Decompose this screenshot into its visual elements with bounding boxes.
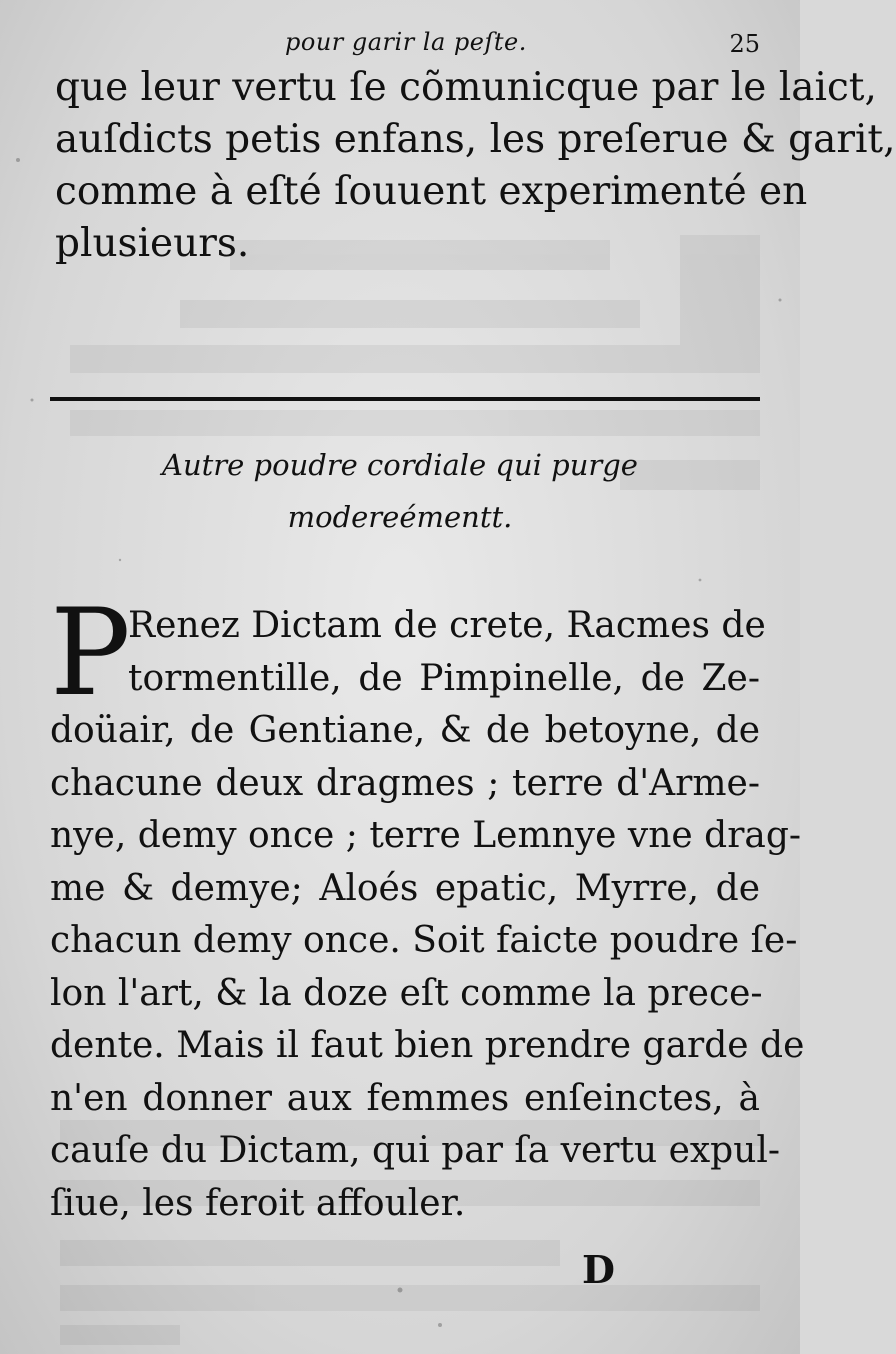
text-line: Renez Dictam de crete, Racmes de	[128, 605, 766, 646]
text-line: ſiue, les feroit affouler.	[50, 1182, 466, 1224]
text-line: chacun demy once. Soit faicte poudre ſe-	[50, 920, 798, 961]
text-line: que leur vertu ſe cõmunicque par le laict,	[55, 65, 877, 110]
text-line: n'en donner aux femmes enſeinctes, à	[50, 1077, 760, 1119]
horizontal-rule	[50, 397, 760, 401]
body-paragraph	[50, 584, 805, 1230]
text-line: plusieurs.	[55, 221, 250, 266]
running-head: pour garir la peſte.	[285, 28, 527, 56]
section-heading-line-2: modereémentt.	[287, 500, 513, 534]
text-line: doüair, de Gentiane, & de betoyne, de	[50, 710, 760, 751]
text-line: auſdicts petis enfans, les preſerue & garit,	[55, 117, 896, 162]
drop-cap: P	[50, 584, 131, 723]
text-line: lon l'art, & la doze eſt comme la prece-	[50, 972, 763, 1014]
text-line: comme à eſté ſouuent experimenté en	[55, 169, 808, 214]
text-line: tormentille, de Pimpinelle, de Ze-	[128, 657, 760, 699]
text-line: nye, demy once ; terre Lemnye vne drag-	[50, 815, 802, 856]
text-line: me & demye; Aloés epatic, Myrre, de	[50, 867, 760, 909]
top-paragraph	[55, 62, 896, 270]
catchword: D	[582, 1247, 615, 1292]
page-number: 25	[729, 30, 760, 58]
text-line: dente. Mais il faut bien prendre garde de	[50, 1025, 805, 1066]
section-heading-line-1: Autre poudre cordiale qui purge	[162, 448, 638, 482]
text-line: cauſe du Dictam, qui par ſa vertu expul-	[50, 1130, 781, 1171]
text-line: chacune deux dragmes ; terre d'Arme-	[50, 762, 760, 804]
page-header	[0, 28, 800, 62]
